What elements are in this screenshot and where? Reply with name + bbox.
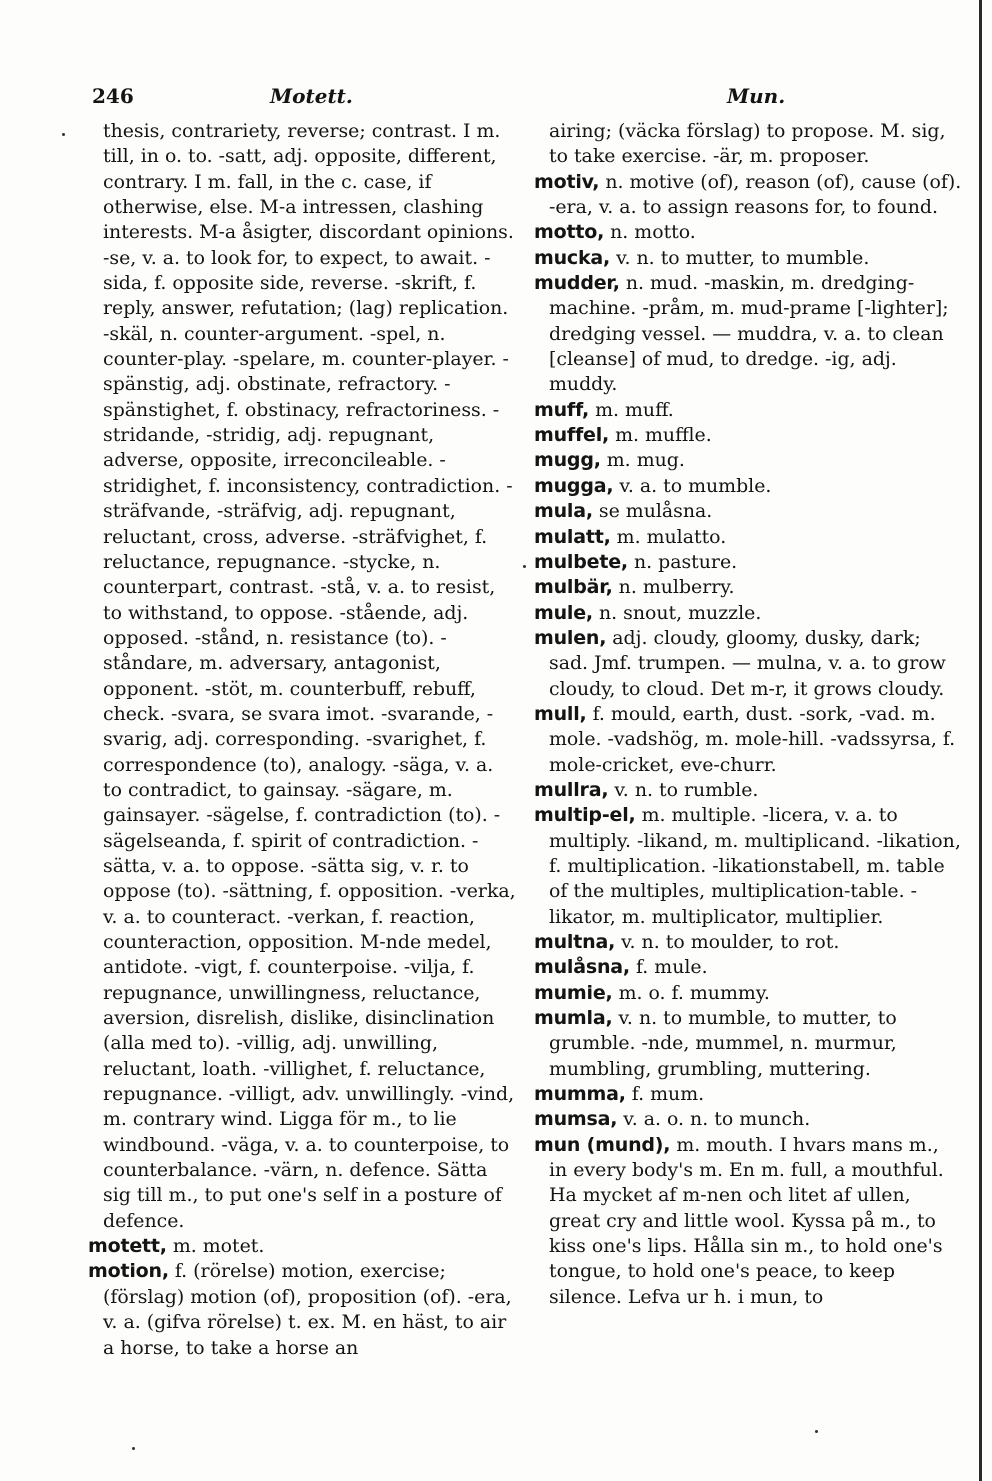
dictionary-entry [534, 474, 962, 499]
entry-body: m. motet. [172, 1235, 265, 1258]
headword: mucka, [534, 246, 611, 269]
dictionary-entry [534, 499, 962, 524]
dictionary-entry [534, 981, 962, 1006]
entry-body: f. mule. [635, 956, 708, 979]
dictionary-entry [88, 119, 518, 1234]
headword: mudder, [534, 272, 620, 295]
headword: mullra, [534, 778, 609, 801]
dictionary-entry [534, 246, 962, 271]
speck [523, 565, 526, 568]
dictionary-entry [534, 702, 962, 778]
headword: mumie, [534, 981, 613, 1004]
headword: motto, [534, 221, 605, 244]
entry-body: v. n. to rumble. [614, 778, 759, 801]
headword: mugg, [534, 449, 601, 472]
entry-body: v. n. to moulder, to rot. [621, 931, 840, 953]
speck [815, 1430, 818, 1433]
dictionary-entry [534, 1006, 962, 1082]
headword: multip-el, [534, 804, 636, 827]
speck [62, 133, 65, 136]
headword: mumla, [534, 1007, 613, 1030]
page-number: 246 [92, 84, 134, 108]
headword: mulbär, [534, 576, 613, 599]
headword: mull, [534, 702, 587, 725]
headword: muff, [534, 398, 590, 421]
headword: mumma, [534, 1083, 626, 1106]
headword: mugga, [534, 474, 614, 497]
dictionary-entry [534, 119, 962, 170]
dictionary-entry [534, 550, 962, 575]
headword: multna, [534, 931, 616, 953]
dictionary-entry [534, 778, 962, 803]
entry-body: m. muff. [595, 398, 674, 421]
entry-body: m. muffle. [615, 424, 712, 447]
dictionary-entry [534, 170, 962, 221]
dictionary-entry [534, 1107, 962, 1132]
dictionary-entry [88, 1234, 518, 1259]
headword: motett, [88, 1235, 167, 1258]
left-column [88, 119, 518, 1361]
entry-body: f. (rörelse) motion, exercise; (förslag) motion (of), proposition (of). -era, v. a. (gifva rörelse) t. ex. M. en häst, to air a horse, to take a horse an [103, 1260, 512, 1359]
headword: motiv, [534, 170, 600, 193]
entry-body: v. a. o. n. to munch. [623, 1108, 811, 1131]
headword: mulatt, [534, 525, 611, 548]
entry-body: n. motive (of), reason (of), cause (of). -era, v. a. to assign reasons for, to found. [549, 170, 962, 219]
entry-body: n. pasture. [633, 550, 738, 573]
headword: muffel, [534, 424, 610, 447]
entry-body: m. o. f. mummy. [618, 981, 770, 1004]
dictionary-entry [534, 398, 962, 423]
speck [132, 1447, 135, 1450]
headword: mula, [534, 500, 593, 523]
dictionary-entry [534, 575, 962, 600]
running-head-left: Motett. [270, 84, 353, 108]
entry-body: m. mug. [606, 449, 685, 472]
entry-body: n. motto. [610, 221, 696, 244]
dictionary-entry [534, 955, 962, 980]
entry-body: m. multiple. -licera, v. a. to multiply. -likand, m. multiplicand. -likation, f. multiplication. -likationstabell, m. table of the multiples, multiplication-table. -likator, m. multiplicator, multiplier. [549, 804, 961, 928]
headword: mun (mund), [534, 1133, 671, 1156]
entry-body: v. n. to mutter, to mumble. [616, 246, 870, 269]
entry-body: se mulåsna. [598, 500, 713, 523]
entry-body: airing; (väcka förslag) to propose. M. sig, to take exercise. -är, m. proposer. [549, 120, 946, 168]
dictionary-entry [534, 448, 962, 473]
right-column [534, 119, 962, 1310]
dictionary-entry [534, 220, 962, 245]
entry-body: n. mud. -maskin, m. dredging-machine. -pråm, m. mud-prame [-lighter]; dredging vessel. — muddra, v. a. to clean [cleanse] of mud, to dredge. -ig, adj. muddy. [549, 272, 949, 396]
dictionary-entry [88, 1259, 518, 1360]
running-head-right: Mun. [727, 84, 786, 108]
dictionary-entry [534, 803, 962, 930]
dictionary-entry [534, 1082, 962, 1107]
entry-body: n. snout, muzzle. [598, 601, 762, 624]
page-edge [979, 0, 982, 1481]
dictionary-entry [534, 601, 962, 626]
headword: mulbete, [534, 550, 628, 573]
dictionary-entry [534, 1133, 962, 1310]
entry-body: adj. cloudy, gloomy, dusky, dark; sad. Jmf. trumpen. — mulna, v. a. to grow cloudy, to cloud. Det m-r, it grows cloudy. [549, 626, 946, 700]
headword: mumsa, [534, 1108, 618, 1131]
entry-body: v. a. to mumble. [619, 474, 772, 497]
headword: motion, [88, 1260, 169, 1283]
entry-body: m. mulatto. [616, 525, 727, 548]
entry-body: thesis, contrariety, reverse; contrast. I m. till, in o. to. -satt, adj. opposite, different, contrary. I m. fall, in the c. case, if otherwise, else. M-a intressen, clashing interests. M-a åsigter, discordant opinions. -se, v. a. to look for, to expect, to await. -sida, f. opposite side, reverse. -skrift, f. reply, answer, refutation; (lag) replication. -skäl, n. counter-argument. -spel, n. counter-play. -spelare, m. counter-player. -spänstig, adj. obstinate, refractory. -spänstighet, f. obstinacy, refractoriness. -stridande, -stridig, adj. repugnant, adverse, opposite, irreconcileable. -stridighet, f. inconsistency, contradiction. -sträfvande, -sträfvig, adj. repugnant, reluctant, cross, adverse. -sträfvighet, f. reluctance, repugnance. -stycke, n. counterpart, contrast. -stå, v. a. to resist, to withstand, to oppose. -stående, adj. opposed. -stånd, n. resistance (to). -ståndare, m. adversary, antagonist, opponent. -stöt, m. counterbuff, rebuff, check. -svara, se svara imot. -svarande, -svarig, adj. corresponding. -svarighet, f. correspondence (to), analogy. -säga, v. a. to contradict, to gainsay. -sägare, m. gainsayer. -sägelse, f. contradiction (to). -sägelseanda, f. spirit of contradiction. -sätta, v. a. to oppose. -sätta sig, v. r. to oppose (to). -sättning, f. opposition. -verka, v. a. to counteract. -verkan, f. reaction, counteraction, opposition. M-nde medel, antidote. -vigt, f. counterpoise. -vilja, f. repugnance, unwillingness, reluctance, aversion, disrelish, dislike, disinclination (alla med to). -villig, adj. unwilling, reluctant, loath. -villighet, f. reluctance, repugnance. -villigt, adv. unwillingly. -vind, m. contrary wind. Ligga för m., to lie windbound. -väga, v. a. to counterpoise, to counterbalance. -värn, n. defence. Sätta sig till m., to put one's self in a posture of defence. [103, 120, 516, 1232]
entry-body: v. n. to mumble, to mutter, to grumble. -nde, mummel, n. murmur, mumbling, grumbling, muttering. [549, 1007, 897, 1080]
headword: mulen, [534, 626, 607, 649]
dictionary-entry [534, 423, 962, 448]
page-header [0, 84, 992, 114]
dictionary-entry [534, 930, 962, 955]
headword: mulåsna, [534, 956, 630, 979]
dictionary-entry [534, 271, 962, 398]
entry-body: f. mould, earth, dust. -sork, -vad. m. mole. -vadshög, m. mole-hill. -vadssyrsa, f. mole-cricket, eve-churr. [549, 702, 956, 776]
entry-body: f. mum. [631, 1083, 705, 1106]
dictionary-entry [534, 525, 962, 550]
entry-body: m. mouth. I hvars mans m., in every body's m. En m. full, a mouthful. Ha mycket af m-nen och litet af ullen, great cry and little wool. Kyssa på m., to kiss one's lips. Hålla sin m., to hold one's tongue, to hold one's peace, to keep silence. Lefva ur h. i mun, to [549, 1133, 944, 1308]
dictionary-entry [534, 626, 962, 702]
headword: mule, [534, 601, 593, 624]
entry-body: n. mulberry. [618, 576, 735, 599]
